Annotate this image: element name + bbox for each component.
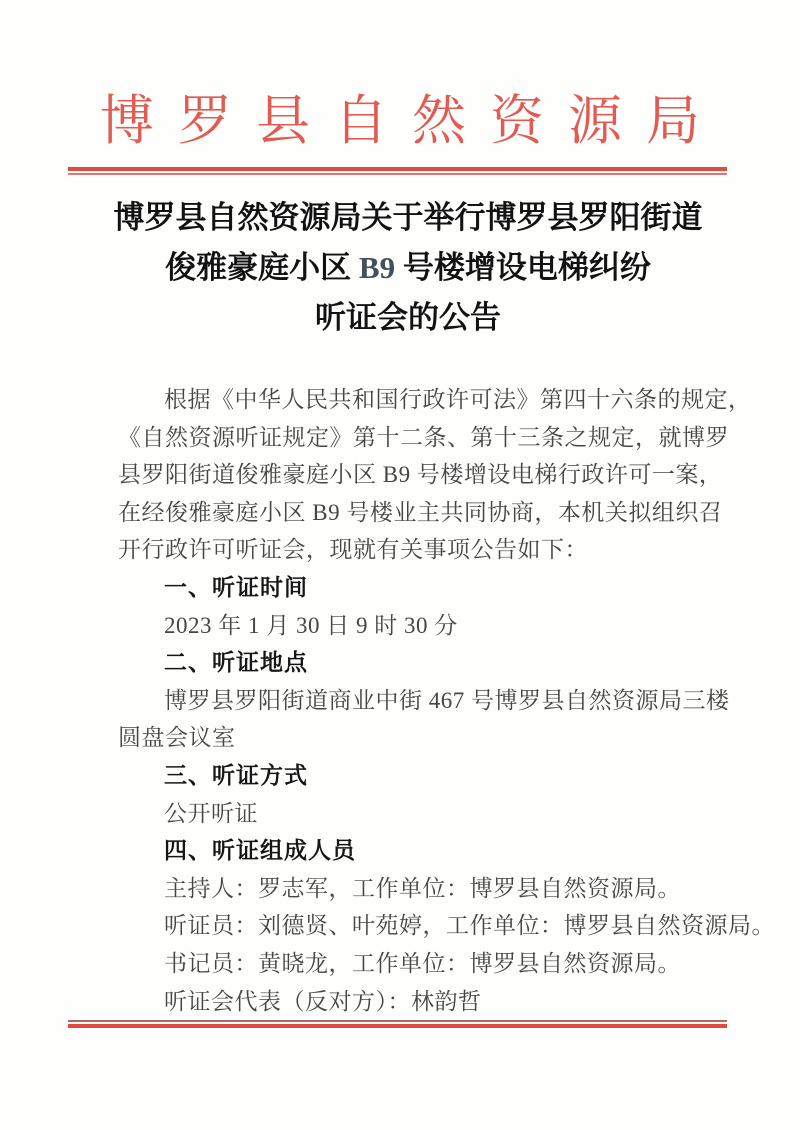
notice-title-line-2-pre: 俊雅豪庭小区 [165,250,359,285]
letterhead-double-rule [68,167,727,175]
body-line: 根据《中华人民共和国行政许可法》第四十六条的规定， [164,387,752,412]
body-section-heading: 三、听证方式 [164,761,308,788]
body-line: 开行政许可听证会，现就有关事项公告如下： [118,537,588,563]
body-line: 县罗阳街道俊雅豪庭小区 B9 号楼增设电梯行政许可一案， [118,462,723,488]
body-line: 在经俊雅豪庭小区 B9 号楼业主共同协商，本机关拟组织召 [118,499,723,525]
body-line: 公开听证 [164,800,258,826]
notice-title [50,193,766,343]
body-line: 书记员：黄晓龙，工作单位：博罗县自然资源局。 [164,950,681,976]
body-line: 2023 年 1 月 30 日 9 时 30 分 [164,612,458,638]
body-line: 《自然资源听证规定》第十二条、第十三条之规定，就博罗 [118,424,729,450]
body-line: 圆盘会议室 [118,725,236,751]
notice-title-line-1: 博罗县自然资源局关于举行博罗县罗阳街道 [113,200,703,235]
body-line: 博罗县罗阳街道商业中街 467 号博罗县自然资源局三楼 [164,687,730,713]
body-section-heading: 二、听证地点 [164,649,308,676]
footer-double-rule [68,1020,727,1028]
body-section-heading: 一、听证时间 [164,573,308,600]
notice-title-line-3: 听证会的公告 [315,300,501,335]
rule-thin-line [68,173,727,175]
notice-title-line-2-post: 号楼增设电梯纠纷 [395,250,651,285]
letterhead-agency-name: 博罗县自然资源局 [100,91,724,151]
building-number-b9: B9 [358,250,396,285]
rule-thick-line [68,1024,727,1028]
body-line: 听证会代表（反对方）：林韵哲 [164,988,482,1014]
body-line: 听证员：刘德贤、叶苑婷，工作单位：博罗县自然资源局。 [164,913,775,939]
document-body [118,381,775,1020]
body-section-heading: 四、听证组成人员 [164,837,356,864]
notice-title-line-2 [50,243,766,293]
body-line: 主持人：罗志军，工作单位：博罗县自然资源局。 [164,875,681,901]
